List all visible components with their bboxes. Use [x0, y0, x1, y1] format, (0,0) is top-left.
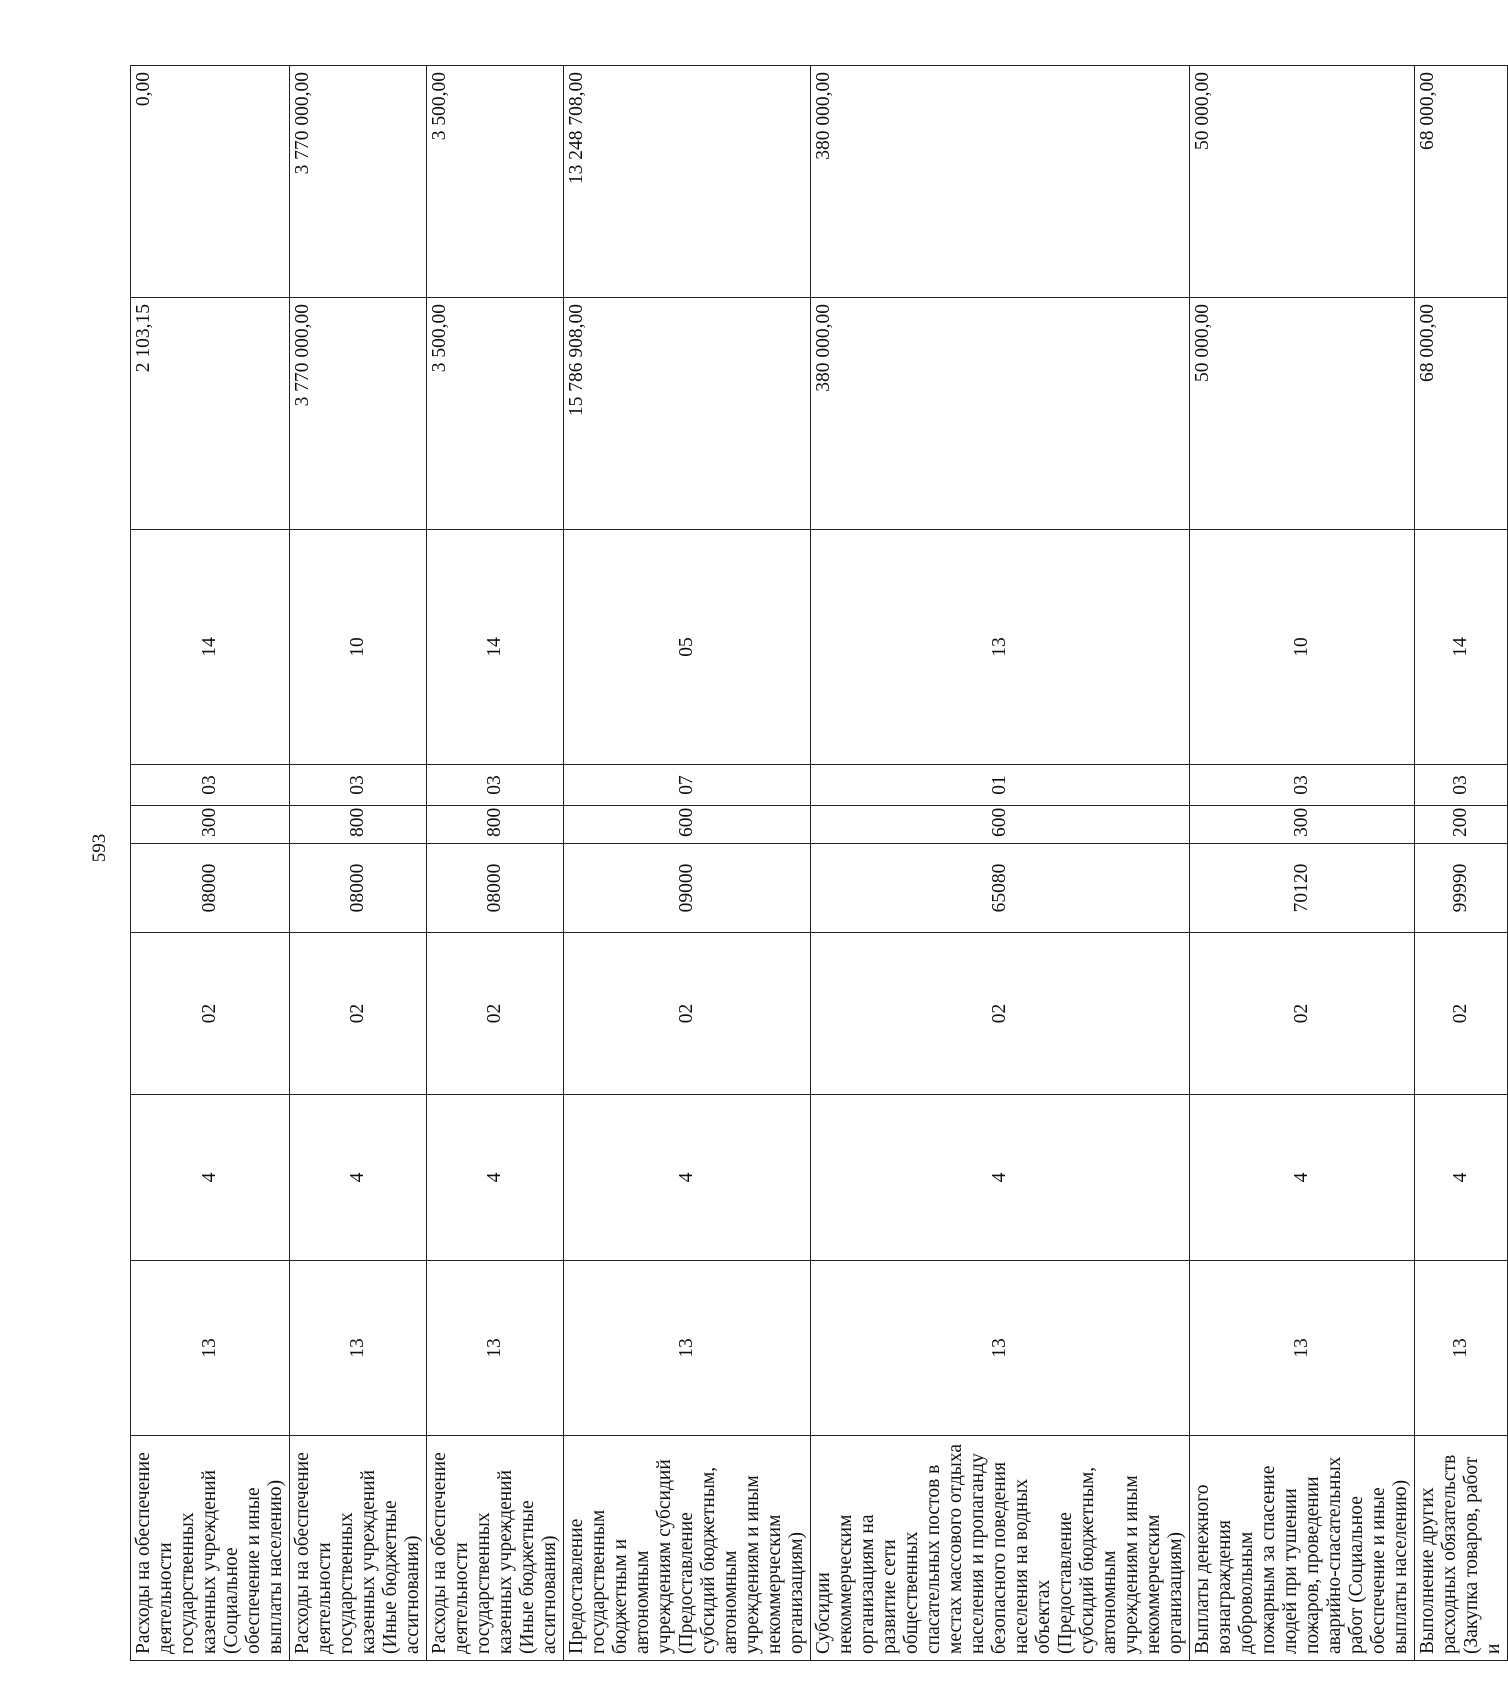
- amount-cell: 68 000,00: [1415, 66, 1508, 298]
- code-cell: 300: [1190, 806, 1415, 844]
- code-cell: 200: [1415, 806, 1508, 844]
- code-cell: 800: [427, 806, 564, 844]
- code-cell: 800: [290, 806, 427, 844]
- code-cell: 05: [564, 530, 811, 765]
- code-cell: 10: [1190, 530, 1415, 765]
- code-cell: 07: [564, 765, 811, 806]
- amount-cell: 3 770 000,00: [290, 298, 427, 530]
- code-cell: 14: [1415, 530, 1508, 765]
- code-cell: 14: [131, 530, 290, 765]
- amount-cell: 3 500,00: [427, 298, 564, 530]
- row-description: Предоставление государственным бюджетным и автономным учреждениям субсидий (Предоставление субсидий бюджетным, автономным учреждениям и иным некоммерческим организациям): [564, 1436, 811, 1661]
- amount-cell: 0,00: [131, 66, 290, 298]
- code-cell: 13: [811, 1261, 1190, 1436]
- rotated-page: [130, 66, 1504, 1661]
- code-cell: 4: [811, 1095, 1190, 1261]
- amount-cell: 3 770 000,00: [290, 66, 427, 298]
- budget-table: [130, 65, 1508, 1661]
- amount-cell: 50 000,00: [1190, 298, 1415, 530]
- amount-cell: 15 786 908,00: [564, 298, 811, 530]
- row-description: Субсидии некоммерческим организациям на развитие сети общественных спасательных постов в местах массового отдыха населения и пропаганду безопасного поведения населения на водных объектах (Предоставление субсидий бюджетным, автономным учреждениям и иным некоммерческим организациям): [811, 1436, 1190, 1661]
- code-cell: 03: [427, 765, 564, 806]
- code-cell: 65080: [811, 844, 1190, 933]
- code-cell: 4: [131, 1095, 290, 1261]
- row-description: Расходы на обеспечение деятельности государственных казенных учреждений (Социальное обеспечение и иные выплаты населению): [131, 1436, 290, 1661]
- table-row: [564, 66, 811, 1661]
- code-cell: 08000: [131, 844, 290, 933]
- code-cell: 300: [131, 806, 290, 844]
- amount-cell: 2 103,15: [131, 298, 290, 530]
- code-cell: 4: [1415, 1095, 1508, 1261]
- code-cell: 13: [427, 1261, 564, 1436]
- code-cell: 13: [1415, 1261, 1508, 1436]
- code-cell: 03: [290, 765, 427, 806]
- amount-cell: 50 000,00: [1190, 66, 1415, 298]
- code-cell: 08000: [427, 844, 564, 933]
- code-cell: 02: [290, 933, 427, 1095]
- code-cell: 4: [564, 1095, 811, 1261]
- code-cell: 02: [564, 933, 811, 1095]
- code-cell: 600: [564, 806, 811, 844]
- amount-cell: 13 248 708,00: [564, 66, 811, 298]
- row-description: Выплаты денежного вознаграждения добровольным пожарным за спасение людей при тушении пожаров, проведении аварийно-спасательных работ (Социальное обеспечение и иные выплаты населению): [1190, 1436, 1415, 1661]
- table-row: [290, 66, 427, 1661]
- code-cell: 02: [131, 933, 290, 1095]
- code-cell: 03: [1190, 765, 1415, 806]
- code-cell: 02: [811, 933, 1190, 1095]
- code-cell: 13: [1190, 1261, 1415, 1436]
- code-cell: 03: [131, 765, 290, 806]
- code-cell: 02: [1190, 933, 1415, 1095]
- code-cell: 02: [427, 933, 564, 1095]
- code-cell: 14: [427, 530, 564, 765]
- code-cell: 13: [131, 1261, 290, 1436]
- amount-cell: 3 500,00: [427, 66, 564, 298]
- code-cell: 99990: [1415, 844, 1508, 933]
- code-cell: 01: [811, 765, 1190, 806]
- amount-cell: 380 000,00: [811, 66, 1190, 298]
- code-cell: 09000: [564, 844, 811, 933]
- code-cell: 4: [290, 1095, 427, 1261]
- amount-cell: 380 000,00: [811, 298, 1190, 530]
- code-cell: 4: [427, 1095, 564, 1261]
- code-cell: 13: [811, 530, 1190, 765]
- table-row: [811, 66, 1190, 1661]
- table-row: [131, 66, 290, 1661]
- table-row: [1415, 66, 1508, 1661]
- code-cell: 13: [564, 1261, 811, 1436]
- code-cell: 02: [1415, 933, 1508, 1095]
- page-number: 593: [89, 833, 110, 863]
- code-cell: 03: [1415, 765, 1508, 806]
- amount-cell: 68 000,00: [1415, 298, 1508, 530]
- code-cell: 4: [1190, 1095, 1415, 1261]
- code-cell: 10: [290, 530, 427, 765]
- code-cell: 08000: [290, 844, 427, 933]
- code-cell: 13: [290, 1261, 427, 1436]
- row-description: Расходы на обеспечение деятельности государственных казенных учреждений (Иные бюджетные ассигнования): [290, 1436, 427, 1661]
- table-row: [1190, 66, 1415, 1661]
- table-row: [427, 66, 564, 1661]
- code-cell: 70120: [1190, 844, 1415, 933]
- code-cell: 600: [811, 806, 1190, 844]
- row-description: Выполнение других расходных обязательств (Закупка товаров, работ и: [1415, 1436, 1508, 1661]
- row-description: Расходы на обеспечение деятельности государственных казенных учреждений (Иные бюджетные ассигнования): [427, 1436, 564, 1661]
